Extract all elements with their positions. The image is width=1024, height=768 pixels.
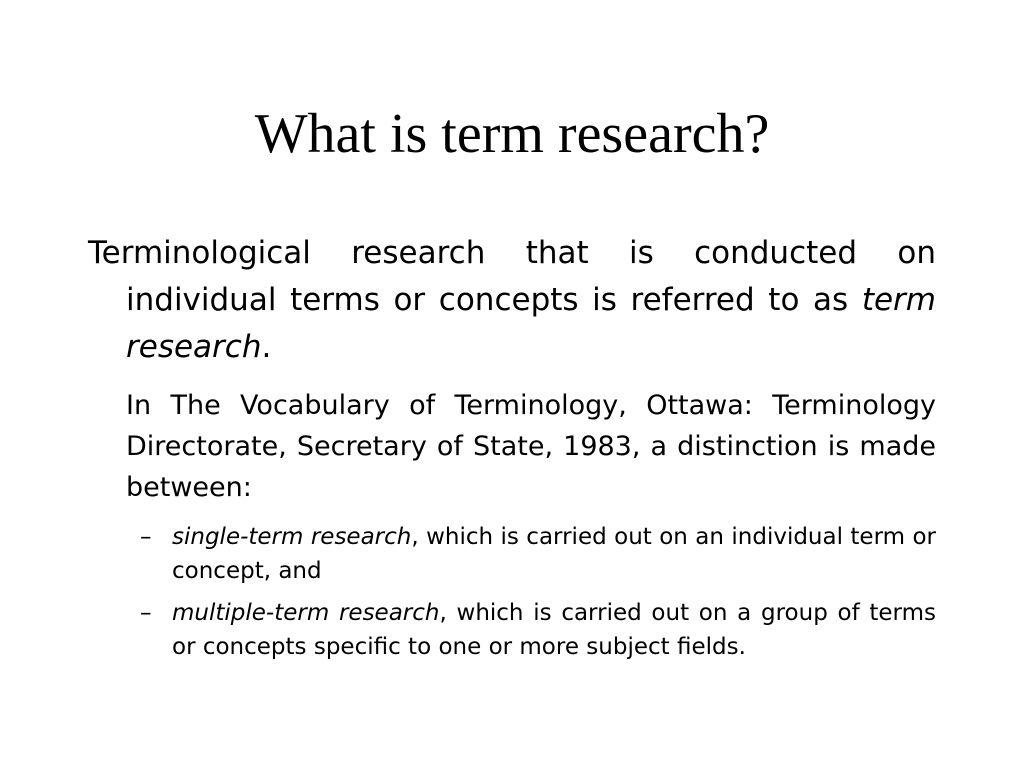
multiple-term-text: , which is carried out on a group of terms or concepts specific to one or more subject fields.: [172, 600, 936, 660]
list-item-single-term: [88, 520, 936, 588]
definition-text: Terminological research that is conducted on individual terms or concepts is referred to as: [88, 235, 936, 318]
term-research-emphasis: term research: [126, 282, 936, 365]
multiple-term-emphasis: multiple-term research: [172, 600, 440, 626]
single-term-text: , which is carried out on an individual term or concept, and: [172, 524, 936, 584]
single-term-emphasis: single-term research: [172, 524, 412, 550]
dash-bullet: –: [140, 600, 152, 626]
definition-paragraph: [88, 230, 936, 371]
dash-bullet: –: [140, 524, 152, 550]
source-paragraph: In The Vocabulary of Terminology, Ottawa: Terminology Directorate, Secretary of State, 1983, a distinction is made between:: [126, 390, 936, 503]
distinction-list: [88, 520, 936, 664]
list-item-multiple-term: [88, 596, 936, 664]
definition-end: .: [261, 329, 272, 365]
slide-body: [88, 230, 936, 672]
slide-title: What is term research?: [254, 103, 770, 165]
